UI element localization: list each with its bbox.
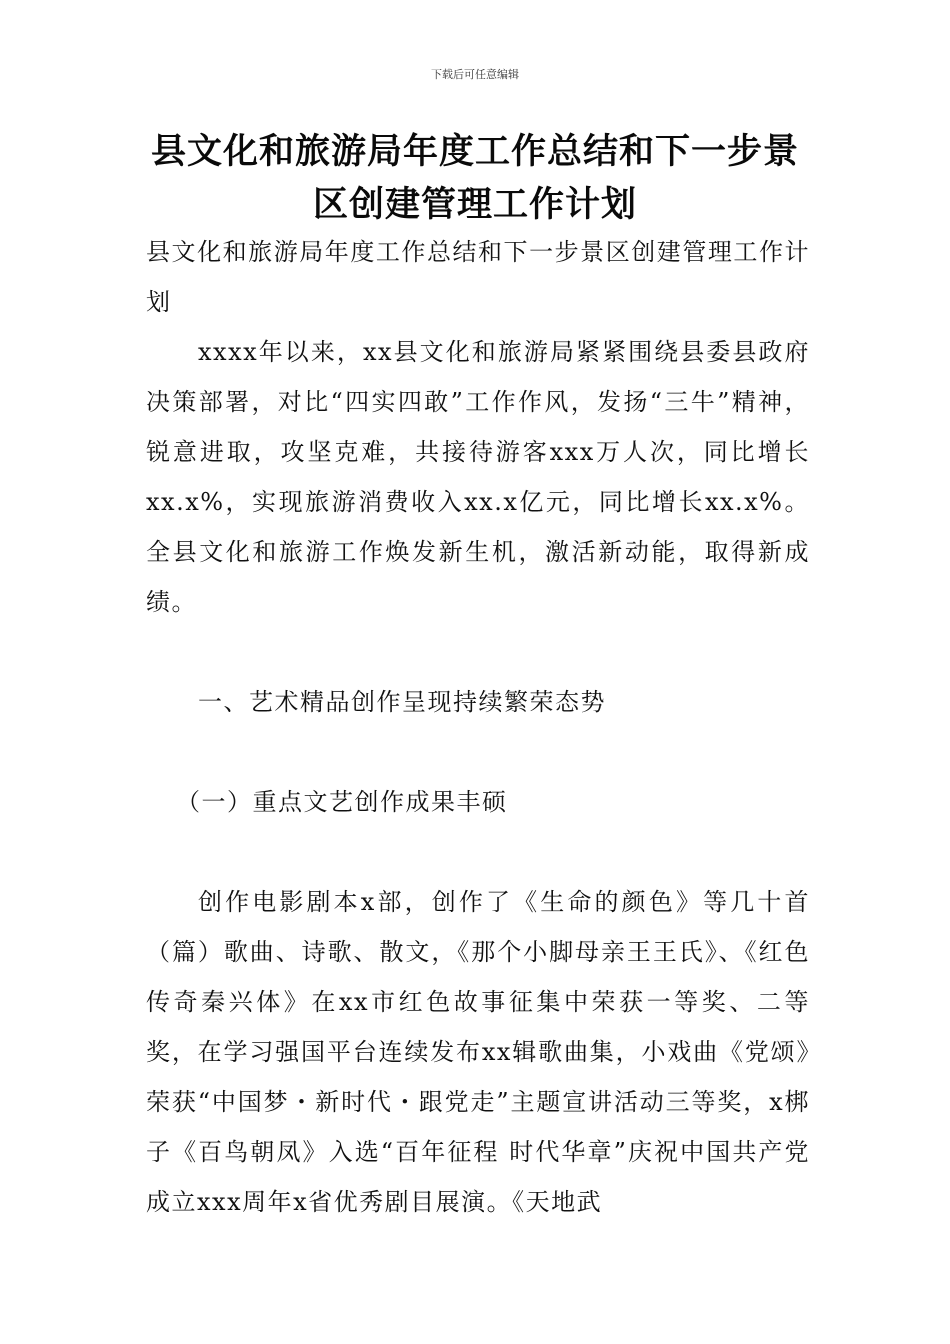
document-body <box>146 227 810 1227</box>
spacer <box>146 827 810 877</box>
spacer <box>146 627 810 677</box>
header-note: 下载后可任意编辑 <box>431 68 519 81</box>
section-heading-1: 一、艺术精品创作呈现持续繁荣态势 <box>198 688 606 716</box>
subsection-heading-1: （一）重点文艺创作成果丰硕 <box>176 788 508 816</box>
paragraph-overview: xxxx年以来，xx县文化和旅游局紧紧围绕县委县政府决策部署，对比“四实四敢”工作作风，发扬“三牛”精神，锐意进取，攻坚克难，共接待游客xxx万人次，同比增长xx.x%，实现旅游消费收入xx.x亿元，同比增长xx.x%。全县文化和旅游工作焕发新生机，激活新动能，取得新成绩。 <box>146 338 810 616</box>
paragraph-art-creation: 创作电影剧本x部，创作了《生命的颜色》等几十首（篇）歌曲、诗歌、散文，《那个小脚母亲王王氏》、《红色传奇秦兴体》在xx市红色故事征集中荣获一等奖、二等奖，在学习强国平台连续发布xx辑歌曲集，小戏曲《党颂》荣获“中国梦・新时代・跟党走”主题宣讲活动三等奖，x梆子《百鸟朝凤》入选“百年征程 时代华章”庆祝中国共产党成立xxx周年x省优秀剧目展演。《天地武 <box>146 888 810 1216</box>
spacer <box>146 727 810 777</box>
title-repeat-paragraph: 县文化和旅游局年度工作总结和下一步景区创建管理工作计划 <box>146 238 810 316</box>
document-title: 县文化和旅游局年度工作总结和下一步景区创建管理工作计划 <box>150 132 799 225</box>
